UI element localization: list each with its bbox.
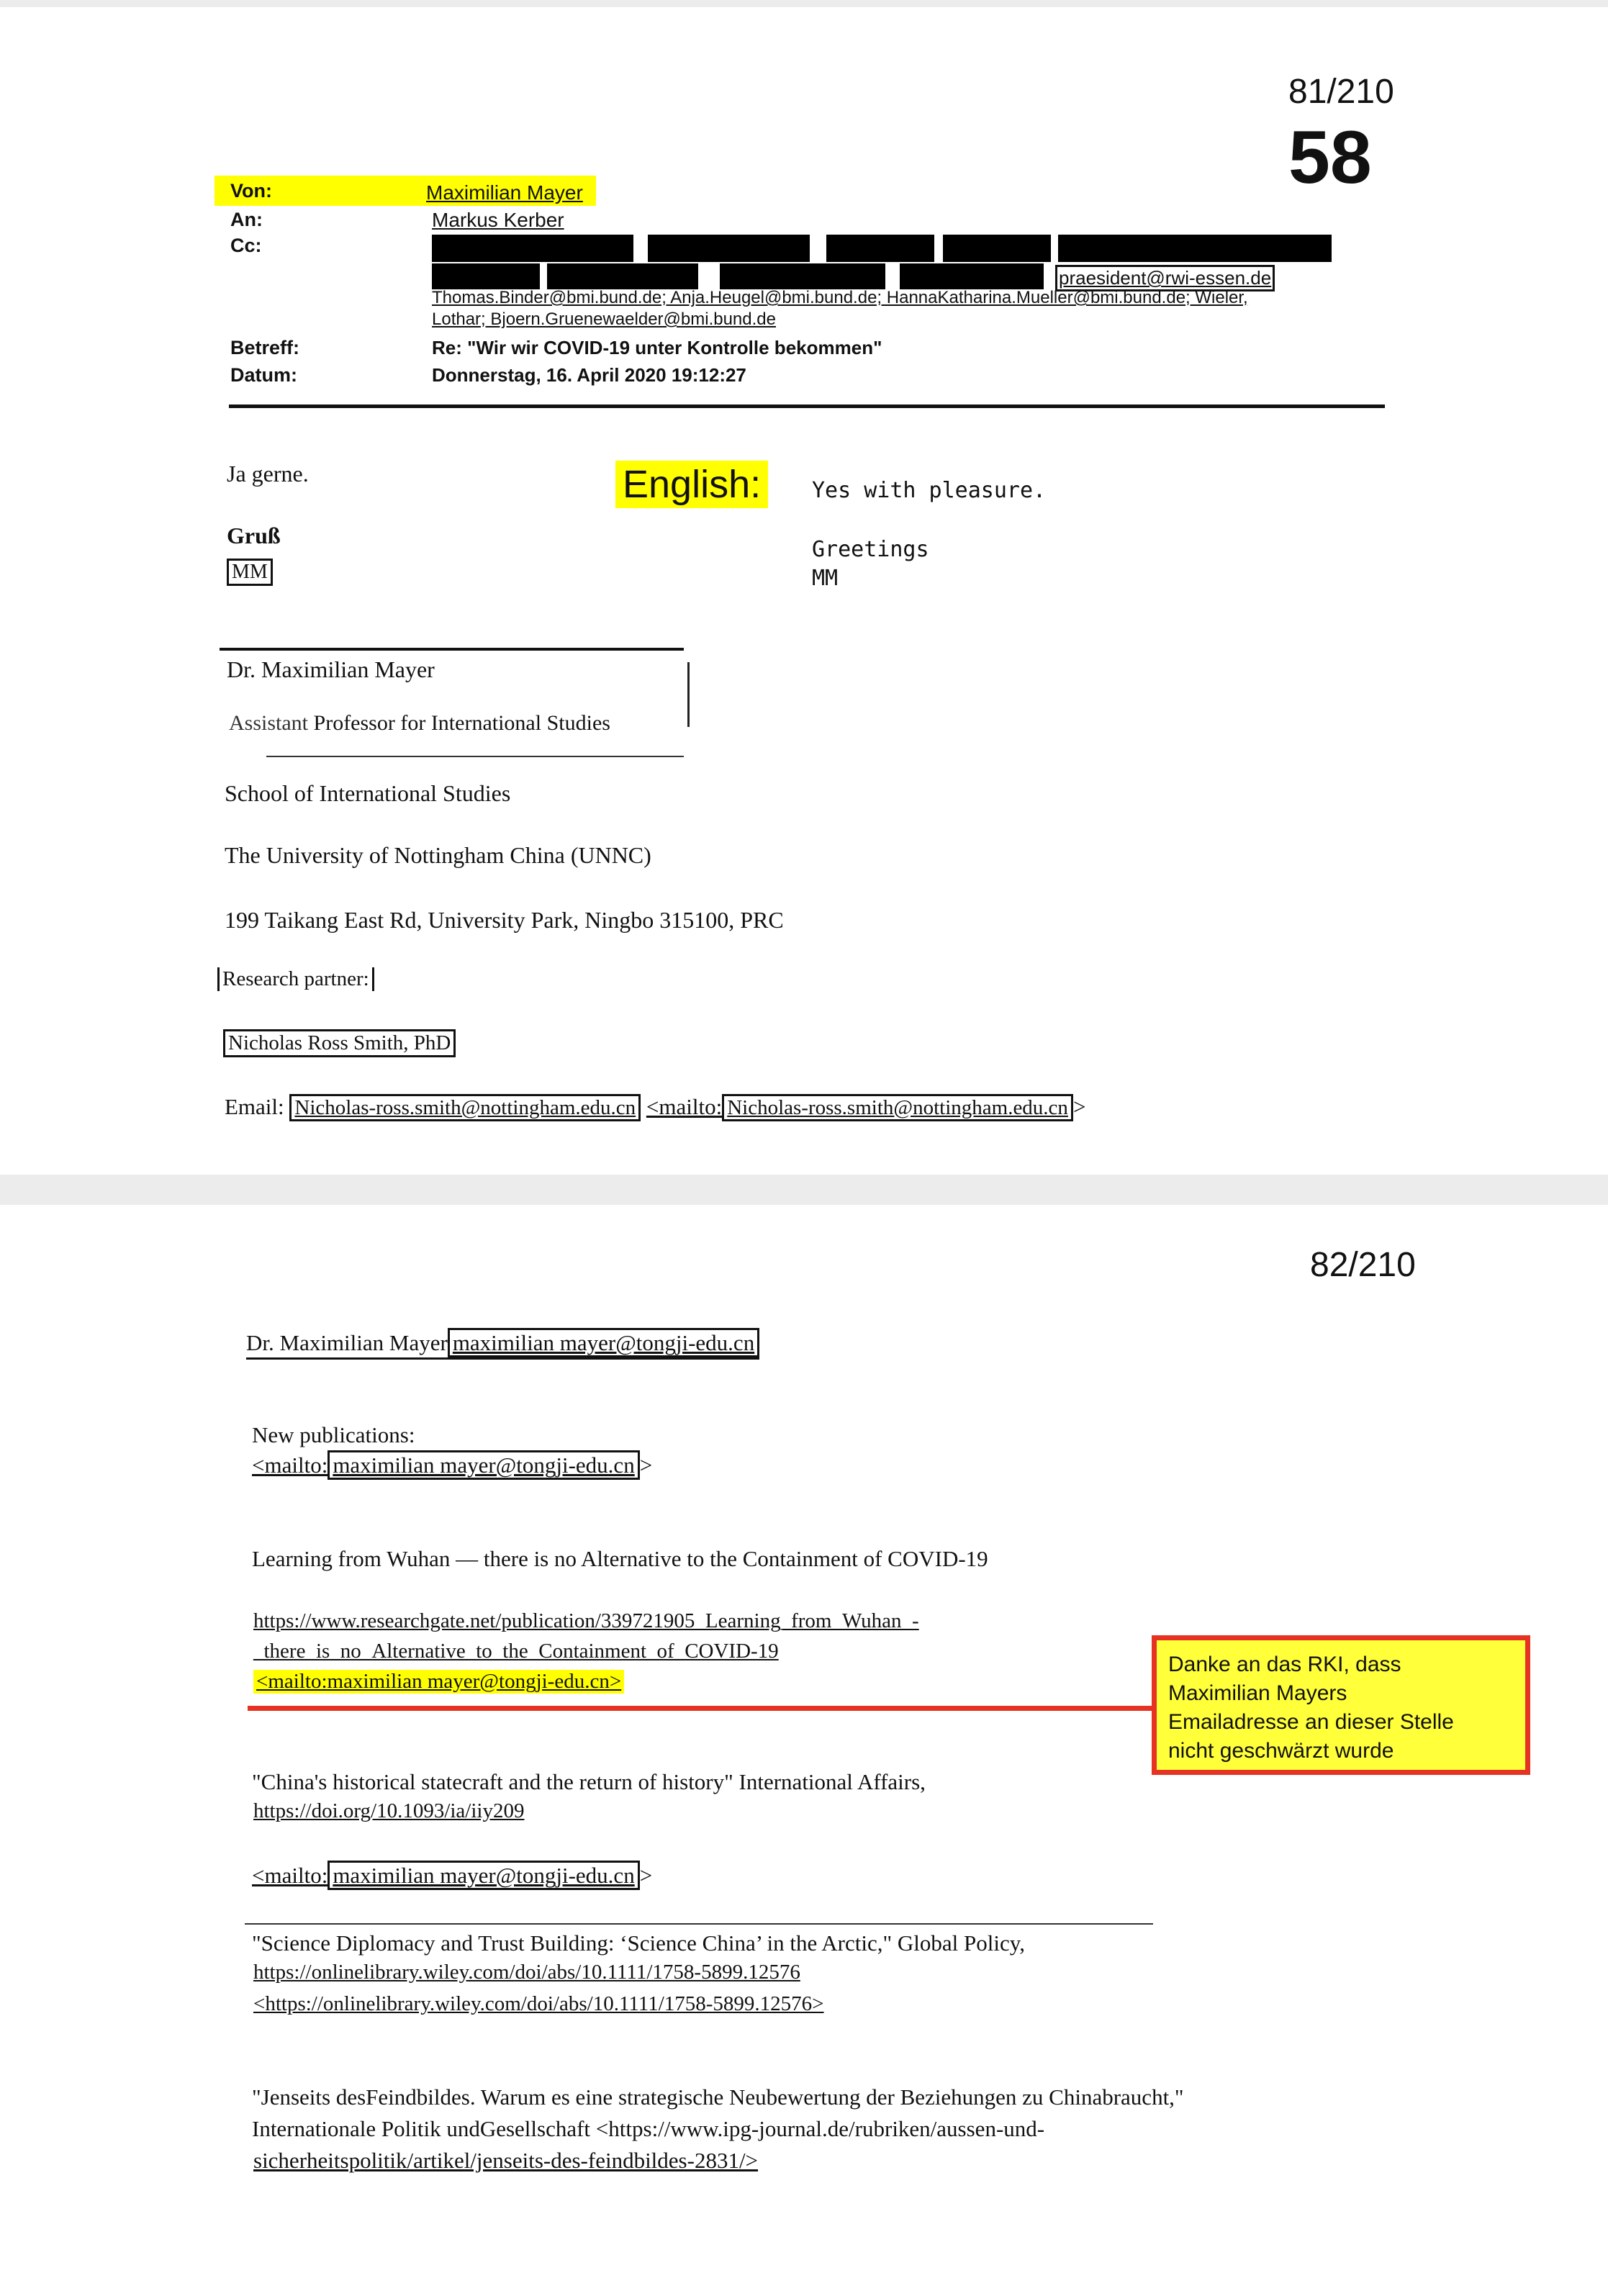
date-value: Donnerstag, 16. April 2020 19:12:27 bbox=[432, 364, 746, 386]
page2-divider bbox=[245, 1923, 1153, 1925]
redaction-bar bbox=[1058, 235, 1332, 262]
header-divider bbox=[229, 404, 1385, 408]
annotation-box bbox=[1152, 1635, 1530, 1775]
page-separator bbox=[0, 1175, 1608, 1205]
cc-label: Cc: bbox=[230, 235, 262, 256]
annotation-line-4: nicht geschwärzt wurde bbox=[1168, 1739, 1394, 1763]
english-label: English: bbox=[615, 461, 768, 508]
signature-mid-rule bbox=[266, 756, 684, 757]
publication-4-line-2[interactable]: Internationale Politik undGesellschaft <https://www.ipg-journal.de/rubriken/aussen-und- bbox=[252, 2116, 1045, 2141]
from-label: Von: bbox=[230, 180, 272, 202]
subject-label: Betreff: bbox=[230, 337, 300, 358]
email-label: Email: bbox=[225, 1094, 284, 1119]
to-value: Markus Kerber bbox=[432, 209, 564, 231]
signature-title bbox=[229, 711, 610, 736]
publication-3-title: "Science Diplomacy and Trust Building: ‘Science China’ in the Arctic," Global Policy, bbox=[252, 1930, 1025, 1956]
mailto-prefix: <mailto: bbox=[646, 1094, 723, 1119]
redaction-bar bbox=[943, 235, 1051, 262]
annotation-pointer-line bbox=[248, 1706, 1155, 1711]
mailto-line-1-email[interactable]: maximilian mayer@tongji-edu.cn bbox=[328, 1450, 639, 1480]
email-line bbox=[225, 1094, 1085, 1120]
body-closing: Gruß bbox=[227, 523, 281, 548]
page2-name-email[interactable]: maximilian mayer@tongji-edu.cn bbox=[448, 1328, 759, 1357]
cc-visible-email: praesident@rwi-essen.de bbox=[1055, 265, 1275, 291]
page2-name: Dr. Maximilian Mayer bbox=[246, 1330, 448, 1355]
mailto-line-2-prefix: <mailto: bbox=[252, 1863, 328, 1888]
signature-university: The University of Nottingham China (UNNC) bbox=[225, 842, 651, 868]
signature-name: Dr. Maximilian Mayer bbox=[227, 656, 435, 682]
new-publications-label: New publications: bbox=[252, 1422, 415, 1447]
signature-title-prefix: Assistant bbox=[229, 711, 309, 735]
annotation-line-3: Emailadresse an dieser Stelle bbox=[1168, 1710, 1454, 1734]
publication-4-line-1: "Jenseits desFeindbildes. Warum es eine strategische Neubewertung der Beziehungen zu Chinabraucht," bbox=[252, 2084, 1184, 2110]
annotation-line-1: Danke an das RKI, dass bbox=[1168, 1653, 1401, 1676]
redaction-bar bbox=[547, 263, 698, 289]
page-number-2: 82/210 bbox=[1310, 1246, 1416, 1284]
cc-line-3: Lothar; Bjoern.Gruenewaelder@bmi.bund.de bbox=[432, 309, 776, 329]
publication-2-doi[interactable]: https://doi.org/10.1093/ia/iiy209 bbox=[253, 1799, 525, 1822]
stamp-number: 58 bbox=[1288, 116, 1372, 199]
cc-line-2: Thomas.Binder@bmi.bund.de; Anja.Heugel@bmi.bund.de; HannaKatharina.Mueller@bmi.bund.de; Wieler, bbox=[432, 288, 1248, 307]
publication-1-url-line-2[interactable]: _there_is_no_Alternative_to_the_Containment_of_COVID-19 bbox=[253, 1640, 779, 1663]
signature-title-rest: Professor for International Studies bbox=[313, 711, 610, 735]
signature-address: 199 Taikang East Rd, University Park, Ningbo 315100, PRC bbox=[225, 907, 784, 933]
mailto-line-2-suffix: > bbox=[639, 1863, 653, 1888]
publication-1-mailto[interactable]: <mailto:maximilian mayer@tongji-edu.cn> bbox=[253, 1670, 624, 1694]
annotation-line-2: Maximilian Mayers bbox=[1168, 1681, 1347, 1705]
publication-1-url-line-1[interactable]: https://www.researchgate.net/publication/339721905_Learning_from_Wuhan_- bbox=[253, 1609, 919, 1632]
mailto-line-1-prefix: <mailto: bbox=[252, 1452, 328, 1478]
page-number: 81/210 bbox=[1288, 73, 1394, 111]
signature-school: School of International Studies bbox=[225, 780, 511, 806]
subject-value: Re: "Wir wir COVID-19 unter Kontrolle bekommen" bbox=[432, 337, 882, 358]
redaction-bar bbox=[648, 235, 810, 262]
body-initials: MM bbox=[227, 559, 273, 586]
translation-line-3: MM bbox=[812, 566, 839, 591]
redaction-bar bbox=[720, 263, 885, 289]
research-partner-name: Nicholas Ross Smith, PhD bbox=[223, 1029, 456, 1057]
translation-line-2: Greetings bbox=[812, 537, 929, 562]
mailto-line-1-suffix: > bbox=[639, 1452, 653, 1478]
publication-3-url-bracket[interactable]: <https://onlinelibrary.wiley.com/doi/abs/10.1111/1758-5899.12576> bbox=[253, 1992, 824, 2015]
mailto-line-1 bbox=[252, 1452, 652, 1478]
mailto-email-link[interactable]: Nicholas-ross.smith@nottingham.edu.cn bbox=[722, 1094, 1073, 1121]
page2-name-line bbox=[246, 1330, 759, 1360]
redaction-bar bbox=[826, 235, 934, 262]
signature-side-rule bbox=[687, 662, 690, 727]
mailto-line-2-email[interactable]: maximilian mayer@tongji-edu.cn bbox=[328, 1861, 639, 1890]
mailto-line-2 bbox=[252, 1863, 652, 1889]
to-label: An: bbox=[230, 209, 263, 230]
publication-4-line-3[interactable]: sicherheitspolitik/artikel/jenseits-des-feindbildes-2831/> bbox=[253, 2148, 759, 2173]
signature-top-rule bbox=[220, 648, 684, 651]
page-top-edge bbox=[0, 0, 1608, 7]
mailto-suffix: > bbox=[1072, 1094, 1086, 1119]
redaction-bar bbox=[432, 263, 540, 289]
research-partner-label: Research partner: bbox=[217, 967, 374, 991]
date-label: Datum: bbox=[230, 364, 297, 386]
publication-2-title: "China's historical statecraft and the return of history" International Affairs, bbox=[252, 1769, 926, 1794]
publication-1-title: Learning from Wuhan — there is no Alternative to the Containment of COVID-19 bbox=[252, 1546, 988, 1571]
from-value: Maximilian Mayer bbox=[426, 181, 583, 204]
email-link[interactable]: Nicholas-ross.smith@nottingham.edu.cn bbox=[289, 1094, 641, 1121]
redaction-bar bbox=[432, 235, 633, 262]
publication-3-url[interactable]: https://onlinelibrary.wiley.com/doi/abs/10.1111/1758-5899.12576 bbox=[253, 1961, 800, 1984]
translation-line-1: Yes with pleasure. bbox=[812, 478, 1047, 503]
body-greeting: Ja gerne. bbox=[227, 461, 309, 487]
redaction-bar bbox=[900, 263, 1044, 289]
